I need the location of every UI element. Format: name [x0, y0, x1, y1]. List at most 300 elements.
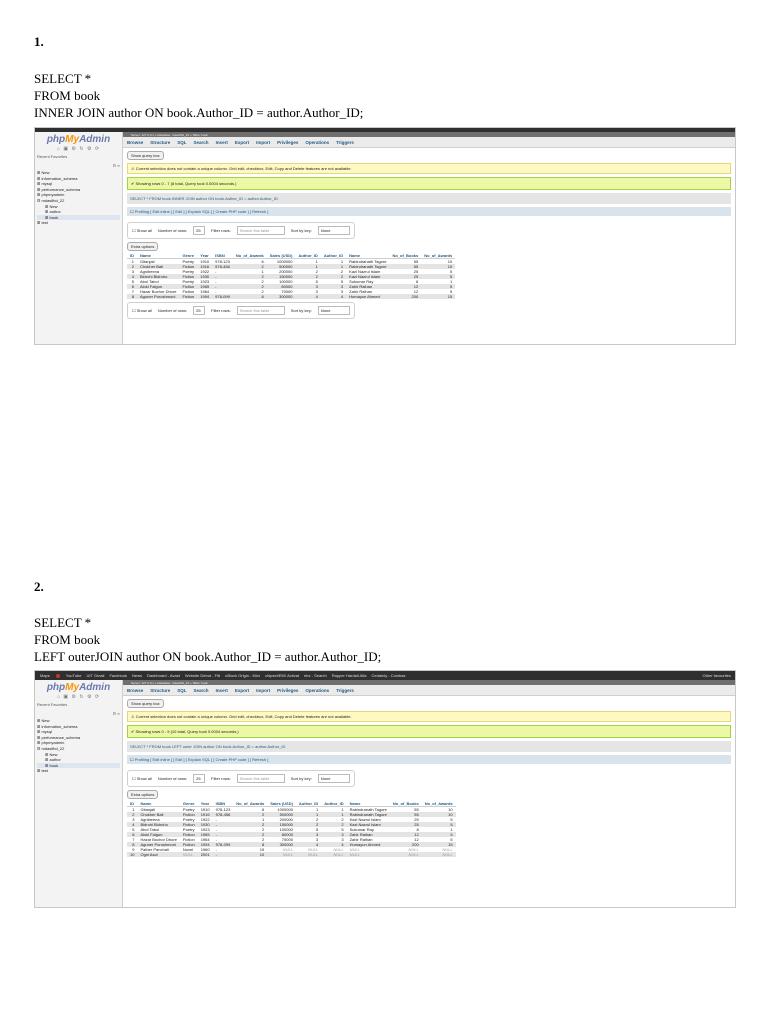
table-cell: NULL — [296, 852, 321, 857]
tab-bar — [123, 685, 735, 696]
show-all-checkbox[interactable]: ☐ Show all — [132, 228, 152, 233]
column-header[interactable]: Name — [346, 253, 389, 259]
sql-display: SELECT * FROM book INNER JOIN author ON book.Author_ID = author.Author_ID — [127, 193, 731, 204]
rows-label: Number of rows: — [157, 228, 188, 233]
table-cell: 4 — [296, 842, 321, 847]
table-cell: 978-123 — [215, 807, 231, 812]
table-cell: Poetry — [182, 827, 195, 832]
db-item[interactable]: ⊞ test — [37, 220, 48, 226]
table-cell: 12 — [390, 832, 422, 837]
bookmark[interactable]: Website Debut - Fitt — [184, 673, 221, 678]
table-cell: Zahir Raihan — [346, 284, 389, 289]
table-cell: 1965 — [197, 284, 212, 289]
table-cell: 200 — [390, 842, 422, 847]
table-cell: 10 — [448, 807, 453, 812]
profiling-bar[interactable]: ☐ Profiling [ Edit inline ] [ Edit ] [ Explain SQL ] [ Create PHP code ] [ Refresh ] — [127, 755, 731, 764]
rows-select[interactable]: 25 — [193, 226, 205, 235]
table-cell: Gitanjali — [140, 259, 155, 264]
table-cell: Kazi Nazrul Islam — [349, 269, 381, 274]
table-cell: 2 — [233, 812, 267, 817]
column-header[interactable]: Name — [347, 801, 390, 807]
tab-import[interactable]: Import — [256, 687, 271, 693]
table-cell: - — [213, 832, 234, 837]
table-cell: - — [215, 827, 217, 832]
table-cell: 2 — [295, 274, 320, 279]
bookmark[interactable]: UIT Gmail — [86, 673, 105, 678]
tab-structure[interactable]: Structure — [150, 139, 171, 145]
table-cell: 1 — [132, 807, 135, 812]
db-item[interactable]: ⊞ information_schema — [37, 175, 78, 181]
table-cell: 1 — [450, 827, 453, 832]
table-cell: Rabindranath Tagore — [347, 812, 390, 817]
breadcrumb-server[interactable]: Server: 127.0.0.1 — [131, 132, 155, 137]
table-cell: 6 — [261, 259, 264, 264]
table-cell: 1 — [296, 812, 321, 817]
table-cell: 5 — [315, 279, 318, 284]
table-cell: Zahir Raihan — [349, 289, 373, 294]
sort-select[interactable]: None — [318, 226, 350, 235]
tab-export[interactable]: Export — [234, 687, 250, 693]
table-cell: Agnibeena — [140, 269, 160, 274]
tab-triggers[interactable]: Triggers — [336, 687, 354, 693]
recent-favorites[interactable]: Recent Favorites — [37, 154, 68, 159]
table-cell: Hazar Bochor Dhore — [140, 289, 177, 294]
table-cell: 3 — [315, 289, 318, 294]
other-favourites[interactable]: Other favourites — [702, 673, 731, 678]
table-cell: Bidrohi Bidroho — [137, 274, 179, 279]
table-cell: 5 — [449, 289, 453, 294]
table-cell: 1930 — [197, 274, 212, 279]
navigation-controls — [127, 770, 355, 787]
table-cell: 70000 — [281, 837, 293, 842]
sort-label: Sort by key: — [290, 776, 312, 781]
table-cell: 5 — [340, 279, 344, 284]
table-cell: NULL — [321, 852, 346, 857]
table-cell: NULL — [442, 847, 453, 852]
table-cell: 3 — [296, 832, 321, 837]
tab-operations[interactable]: Operations — [305, 139, 330, 145]
table-cell: 1922 — [200, 817, 210, 822]
column-header[interactable]: Author_ID — [296, 801, 321, 807]
table-cell: NULL — [267, 852, 296, 857]
table-cell: NULL — [347, 852, 390, 857]
table-item-new[interactable]: ⊞ New — [45, 751, 58, 757]
table-cell: 2 — [316, 817, 319, 822]
table-cell: 3 — [131, 269, 134, 274]
table-cell: 5 — [421, 274, 455, 279]
question-number: 2. — [34, 579, 44, 594]
tab-insert[interactable]: Insert — [215, 139, 228, 145]
table-cell: 1 — [341, 807, 344, 812]
db-item[interactable]: ⊞ performance_schema — [37, 734, 81, 740]
table-cell: 15 — [421, 294, 455, 299]
breadcrumb-server[interactable]: Server: 127.0.0.1 — [131, 680, 155, 685]
rows-select[interactable]: 25 — [193, 306, 205, 315]
table-cell: 1923 — [200, 279, 210, 284]
table-cell: 1 — [340, 259, 344, 264]
db-item[interactable]: ⊞ mysql — [37, 729, 52, 735]
db-item[interactable]: ⊞ information_schema — [37, 723, 78, 729]
table-cell: 4 — [321, 294, 346, 299]
table-cell: 1930 — [198, 822, 213, 827]
table-cell: 1 — [131, 259, 134, 264]
table-cell: 200000 — [279, 817, 293, 822]
table-cell: 1922 — [200, 269, 210, 274]
table-cell: 5 — [132, 827, 135, 832]
sql-line: INNER JOIN author ON book.Author_ID = author.Author_ID; — [34, 105, 364, 120]
breadcrumb-table[interactable]: Table: book — [192, 132, 208, 137]
recent-favorites[interactable]: Recent Favorites — [37, 702, 68, 707]
table-cell: 2 — [296, 822, 321, 827]
column-header[interactable]: Author_ID — [321, 253, 346, 259]
db-item[interactable]: ⊞ test — [37, 768, 48, 774]
filter-label: Filter rows: — [211, 776, 231, 781]
table-cell: Kazi Nazrul Islam — [346, 274, 389, 279]
table-item[interactable]: ⊞ author — [45, 209, 61, 215]
table-cell: 9 — [132, 847, 135, 852]
table-cell: 300000 — [267, 842, 296, 847]
table-cell: Poetry — [182, 279, 195, 284]
bookmark[interactable]: Certainly - Coinbas — [371, 673, 406, 678]
tab-triggers[interactable]: Triggers — [336, 139, 354, 145]
column-header[interactable]: Author_ID — [295, 253, 320, 259]
navigation-panel — [35, 132, 123, 345]
table-cell: - — [215, 289, 217, 294]
table-cell: 2 — [261, 289, 264, 294]
table-cell: 2 — [233, 264, 267, 269]
filter-input[interactable]: Search this table — [237, 774, 285, 783]
table-cell: 55 — [390, 812, 422, 817]
table-cell: 2 — [321, 274, 346, 279]
table-cell: 100000 — [279, 827, 293, 832]
table-cell: 150000 — [267, 274, 296, 279]
table-cell: 1 — [315, 259, 318, 264]
table-cell: 7 — [132, 837, 135, 842]
tab-sql[interactable]: SQL — [177, 687, 187, 693]
bookmark[interactable]: ebz - Search — [304, 673, 327, 678]
sql-line: SELECT * — [34, 615, 92, 630]
bookmark[interactable]: chipset/EfiX Activat — [265, 673, 300, 678]
column-header[interactable]: Name — [137, 253, 179, 259]
table-cell: 978-099 — [213, 842, 234, 847]
table-cell: Fiction — [180, 832, 198, 837]
table-cell: Rabindranath Tagore — [346, 264, 389, 269]
table-cell: Humayun Ahmed — [346, 294, 389, 299]
tab-search[interactable]: Search — [193, 139, 209, 145]
navigation-panel — [35, 680, 123, 908]
success-message: ✔ Showing rows 0 - 7 (8 total, Query took 0.0004 seconds.) — [127, 177, 731, 190]
phpmyadmin-screenshot — [34, 670, 736, 908]
sql-query-text — [34, 70, 363, 121]
table-cell: 15 — [422, 842, 456, 847]
column-header[interactable]: ISBN — [213, 801, 234, 807]
phpmyadmin-screenshot — [34, 127, 736, 345]
column-header[interactable]: Year — [197, 253, 212, 259]
rows-label: Number of rows: — [157, 776, 188, 781]
table-cell: 2 — [340, 269, 344, 274]
collapse-icon[interactable]: ⊟ ∞ — [112, 711, 120, 716]
table-cell: 4 — [127, 822, 137, 827]
column-header[interactable]: Genre — [179, 253, 197, 259]
table-cell: 5 — [450, 817, 453, 822]
db-item-new[interactable]: ⊞ New — [37, 718, 50, 723]
show-all-checkbox[interactable]: ☐ Show all — [132, 776, 152, 781]
column-header[interactable]: No_of_Books — [390, 801, 422, 807]
table-cell: 10 — [447, 259, 453, 264]
column-header[interactable]: No_of_Awards — [233, 801, 267, 807]
table-cell: 2 — [315, 269, 318, 274]
table-cell: 2001 — [198, 852, 213, 857]
filter-input[interactable]: Search this table — [237, 226, 285, 235]
table-cell: 80000 — [267, 284, 296, 289]
table-cell: 5 — [450, 837, 453, 842]
filter-input[interactable]: Search this table — [237, 306, 285, 315]
db-item[interactable]: ⊞ mysql — [37, 181, 52, 187]
tab-operations[interactable]: Operations — [305, 687, 330, 693]
table-cell: Fiction — [182, 837, 195, 842]
table-cell: - — [215, 837, 217, 842]
table-cell: Agnibeena — [140, 817, 160, 822]
table-cell: 1 — [321, 264, 346, 269]
table-cell: 1910 — [200, 807, 210, 812]
table-cell: Gitanjali — [140, 807, 155, 812]
table-cell: 3 — [316, 837, 319, 842]
column-header[interactable]: Author_ID — [321, 801, 346, 807]
table-cell: Abol Tabol — [140, 279, 159, 284]
breadcrumb-database[interactable]: Database: mdasifbd_22 — [157, 132, 190, 137]
table-cell: 3 — [341, 837, 344, 842]
tab-browse[interactable]: Browse — [127, 687, 144, 693]
table-cell: 8 — [416, 827, 419, 832]
tab-sql[interactable]: SQL — [177, 139, 187, 145]
table-cell: Humayun Ahmed — [347, 842, 390, 847]
table-cell: Kazi Nazrul Islam — [347, 822, 390, 827]
bookmark[interactable]: Maps — [40, 673, 50, 678]
table-cell: 6 — [127, 284, 137, 289]
show-query-box-button[interactable]: Show query box — [127, 151, 164, 160]
results-table — [127, 801, 456, 857]
column-header[interactable]: Name — [137, 801, 179, 807]
extra-options-button[interactable]: Extra options — [127, 242, 158, 251]
table-cell: 5 — [341, 827, 344, 832]
table-cell: 12 — [414, 837, 419, 842]
table-cell: 1965 — [198, 832, 213, 837]
table-cell: 1960 — [200, 847, 210, 852]
column-header[interactable]: ISBN — [212, 253, 233, 259]
table-cell: 2 — [127, 264, 137, 269]
phpmyadmin-logo: phpMyAdmin — [46, 134, 111, 145]
show-query-box-button[interactable]: Show query box — [127, 699, 164, 708]
table-cell: 1964 — [200, 289, 210, 294]
table-cell: - — [212, 274, 233, 279]
table-cell: 1 — [316, 807, 319, 812]
table-cell: 1916 — [198, 812, 213, 817]
table-cell: Fiction — [180, 812, 198, 817]
table-cell: Zahir Raihan — [347, 832, 390, 837]
table-cell: 5 — [449, 269, 453, 274]
table-cell: 1 — [295, 264, 320, 269]
table-cell: 2 — [321, 822, 346, 827]
table-cell: NULL — [408, 847, 419, 852]
table-cell: Sukumar Ray — [349, 827, 374, 832]
table-cell: Fiction — [182, 289, 195, 294]
table-cell: 2 — [261, 279, 264, 284]
table-cell: 3 — [321, 832, 346, 837]
question-number: 1. — [34, 34, 44, 49]
table-cell: - — [212, 284, 233, 289]
table-cell: Novel — [182, 847, 194, 852]
table-cell: NULL — [180, 852, 198, 857]
breadcrumb-table[interactable]: Table: book — [192, 680, 208, 685]
table-cell: 1994 — [198, 842, 213, 847]
collapse-icon[interactable]: ⊟ ∞ — [112, 163, 120, 168]
table-cell: 55 — [413, 259, 419, 264]
table-cell: Rabindranath Tagore — [349, 259, 387, 264]
table-item-selected[interactable]: ⊞ book — [37, 763, 120, 769]
table-item-selected[interactable]: ⊞ book — [37, 215, 120, 221]
tab-export[interactable]: Export — [234, 139, 250, 145]
tab-import[interactable]: Import — [256, 139, 271, 145]
column-header[interactable]: No_of_Awards — [233, 253, 267, 259]
sort-label: Sort by key: — [290, 228, 312, 233]
rows-select[interactable]: 25 — [193, 774, 205, 783]
show-all-checkbox[interactable]: ☐ Show all — [132, 308, 152, 313]
bookmark[interactable]: Facebook — [109, 673, 128, 678]
table-cell: Poetry — [182, 807, 195, 812]
table-cell: 1910 — [200, 259, 210, 264]
table-cell: Poetry — [182, 269, 195, 274]
tab-privileges[interactable]: Privileges — [277, 687, 299, 693]
db-item-new[interactable]: ⊞ New — [37, 170, 50, 175]
table-cell: Fiction — [179, 264, 197, 269]
table-row[interactable] — [127, 852, 456, 857]
warning-notice: ⚠ Current selection does not contain a unique column. Grid edit, checkbox, Edit, Copy and Delete features are not available. — [127, 711, 731, 722]
nav-icons[interactable]: ⌂ ▣ ⚙ ↻ ⚙ ⟳ — [56, 694, 101, 700]
table-cell: Hazar Bochor Dhore — [140, 837, 177, 842]
db-item[interactable]: ⊞ phpmyadmin — [37, 740, 65, 746]
table-cell: 1994 — [197, 294, 212, 299]
sql-line: SELECT * — [34, 71, 92, 86]
sort-select[interactable]: None — [318, 774, 350, 783]
table-cell: Fiction — [180, 842, 198, 847]
table-cell: Aguner Poroshmoni — [137, 842, 179, 847]
table-cell: NULL — [422, 852, 456, 857]
table-cell: Sukumar Ray — [349, 279, 374, 284]
db-item[interactable]: ⊟ mdasifbd_22 — [37, 197, 65, 203]
table-item[interactable]: ⊞ author — [45, 757, 61, 763]
table-cell: 55 — [389, 264, 421, 269]
bookmark[interactable]: Rapper Hardali Alfa — [331, 673, 367, 678]
db-item[interactable]: ⊞ performance_schema — [37, 186, 81, 192]
column-header[interactable]: ID — [127, 801, 137, 807]
tab-bar — [123, 137, 735, 148]
table-cell: Aguner Poroshmoni — [137, 294, 179, 299]
table-cell: 500000 — [267, 812, 296, 817]
tab-insert[interactable]: Insert — [215, 687, 228, 693]
table-cell: 8 — [233, 294, 267, 299]
sql-query-text — [34, 614, 381, 665]
extra-options-button[interactable]: Extra options — [127, 790, 158, 799]
table-cell: 12 — [413, 289, 419, 294]
column-header[interactable]: Year — [198, 801, 213, 807]
table-cell: 25 — [390, 822, 422, 827]
breadcrumb: Server: 127.0.0.1 » Database: mdasifbd_22 » Table: book — [123, 132, 735, 137]
column-header[interactable]: ID — [127, 253, 137, 259]
tab-search[interactable]: Search — [193, 687, 209, 693]
tab-structure[interactable]: Structure — [150, 687, 171, 693]
table-cell: 978-456 — [212, 264, 233, 269]
bookmark[interactable]: YouTube — [65, 673, 82, 678]
table-cell: 2 — [262, 827, 265, 832]
table-cell: Chokher Bali — [137, 812, 179, 817]
sort-label: Sort by key: — [290, 308, 312, 313]
nav-icons[interactable]: ⌂ ▣ ⚙ ↻ ⚙ ⟳ — [56, 146, 101, 152]
table-item-new[interactable]: ⊞ New — [45, 203, 58, 209]
table-cell: 4 — [321, 842, 346, 847]
table-cell: 25 — [414, 817, 419, 822]
table-cell: 3 — [295, 284, 320, 289]
sql-display: SELECT * FROM book LEFT outer JOIN author ON book.Author_ID = author.Author_ID — [127, 741, 731, 752]
column-header[interactable]: Genre — [180, 801, 198, 807]
bookmark[interactable]: News — [132, 673, 143, 678]
table-cell: Fiction — [180, 822, 198, 827]
filter-label: Filter rows: — [211, 228, 231, 233]
bookmark[interactable]: uBlock Origin - Micr — [225, 673, 261, 678]
table-cell: NULL — [390, 852, 422, 857]
table-cell: 80000 — [267, 832, 296, 837]
profiling-bar[interactable]: ☐ Profiling [ Edit inline ] [ Edit ] [ Explain SQL ] [ Create PHP code ] [ Refresh ] — [127, 207, 731, 216]
table-row[interactable] — [127, 294, 455, 299]
bookmark[interactable]: Dashboard - Avast — [147, 673, 180, 678]
results-table — [127, 253, 455, 299]
table-cell: NULL — [282, 847, 293, 852]
column-header[interactable]: No_of_Awards — [422, 801, 456, 807]
browser-bookmarks-bar — [35, 671, 735, 680]
table-cell: 25 — [413, 269, 419, 274]
table-cell: 1923 — [200, 827, 210, 832]
table-cell: 2 — [233, 822, 267, 827]
tab-privileges[interactable]: Privileges — [277, 139, 299, 145]
table-cell: 6 — [262, 807, 265, 812]
table-cell: - — [215, 847, 217, 852]
column-header[interactable]: No_of_Books — [389, 253, 421, 259]
breadcrumb: Server: 127.0.0.1 » Database: mdasifbd_22 » Table: book — [123, 680, 735, 685]
column-header[interactable]: Sales (USD) — [267, 253, 296, 259]
filter-label: Filter rows: — [211, 308, 231, 313]
table-cell: 6 — [127, 832, 137, 837]
breadcrumb-database[interactable]: Database: mdasifbd_22 — [157, 680, 190, 685]
tab-browse[interactable]: Browse — [127, 139, 144, 145]
column-header[interactable]: No_of_Awards — [421, 253, 455, 259]
table-cell: 12 — [389, 284, 421, 289]
db-item[interactable]: ⊟ mdasifbd_22 — [37, 745, 65, 751]
table-cell: 8 — [127, 842, 137, 847]
table-cell: 5 — [131, 279, 134, 284]
column-header[interactable]: Sales (USD) — [267, 801, 296, 807]
table-body — [127, 807, 456, 858]
table-cell: 55 — [414, 807, 419, 812]
youtube-icon — [56, 674, 60, 678]
table-cell: 1916 — [197, 264, 212, 269]
table-cell: 2 — [233, 284, 267, 289]
phpmyadmin-logo: phpMyAdmin — [46, 682, 111, 693]
table-cell: 1 — [262, 817, 265, 822]
table-cell: Chokher Bali — [137, 264, 179, 269]
sort-select[interactable]: None — [318, 306, 350, 315]
table-cell: Abol Tabol — [140, 827, 160, 832]
db-item[interactable]: ⊞ phpmyadmin — [37, 192, 65, 198]
success-message: ✔ Showing rows 0 - 9 (10 total, Query took 0.0004 seconds.) — [127, 725, 731, 738]
